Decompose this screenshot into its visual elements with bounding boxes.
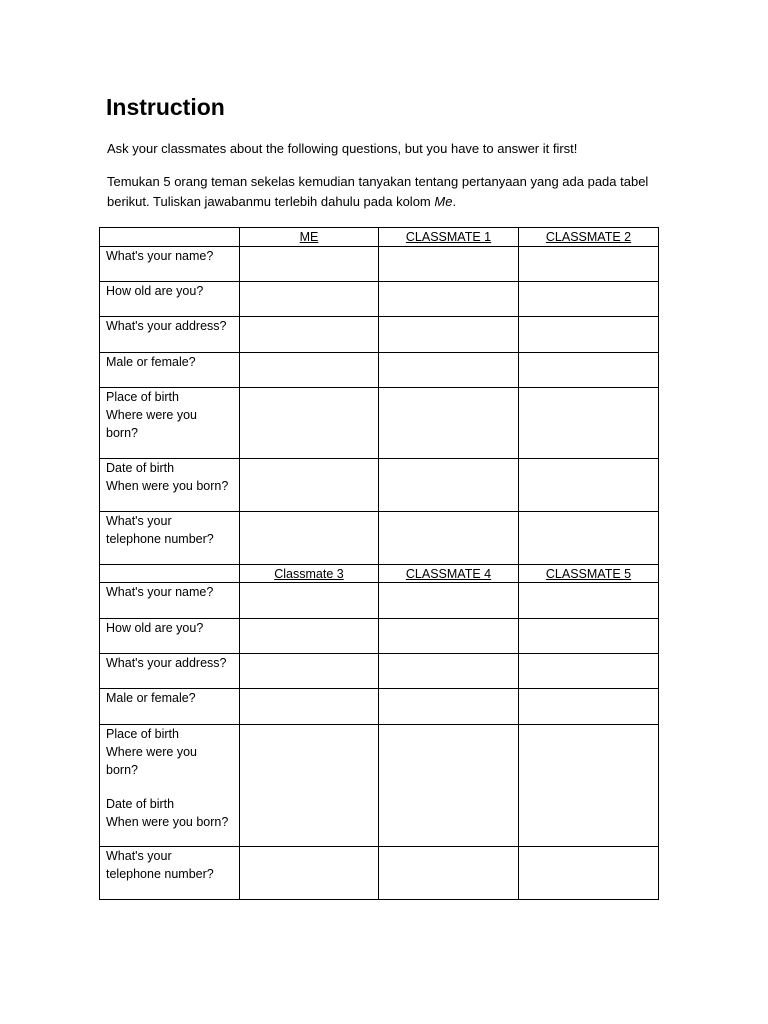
question-telephone [100,847,240,900]
question-line: born? [106,426,138,440]
question-place-and-date-of-birth [100,725,240,847]
question-address: What's your address? [100,654,240,689]
answer-cell[interactable] [379,725,519,847]
instruction-english: Ask your classmates about the following questions, but you have to answer it first! [107,141,578,156]
question-age: How old are you? [100,282,240,317]
answer-cell[interactable] [240,583,379,619]
answer-cell[interactable] [519,353,659,388]
answer-cell[interactable] [519,247,659,282]
question-line: Date of birth [106,797,175,811]
answer-cell[interactable] [379,317,519,353]
answer-cell[interactable] [379,282,519,317]
header-corner-cell [100,565,240,583]
header-corner-cell [100,228,240,247]
table-row [100,619,659,654]
answer-cell[interactable] [379,583,519,619]
question-line: What's your [106,849,172,863]
question-line: Place of birth [106,390,179,404]
question-date-of-birth [100,459,240,512]
answer-cell[interactable] [379,619,519,654]
question-age: How old are you? [100,619,240,654]
table-row [100,282,659,317]
classmates-table [99,227,659,900]
question-line: What's your [106,514,172,528]
table-row [100,459,659,512]
answer-cell[interactable] [519,689,659,725]
question-address: What's your address? [100,317,240,353]
header-classmate-1: CLASSMATE 1 [379,228,519,247]
answer-cell[interactable] [240,725,379,847]
question-line: Date of birth [106,461,175,475]
answer-cell[interactable] [240,353,379,388]
answer-cell[interactable] [519,725,659,847]
table-row [100,247,659,282]
answer-cell[interactable] [379,353,519,388]
answer-cell[interactable] [240,247,379,282]
instruction-indonesian-text: Temukan 5 orang teman sekelas kemudian tanyakan tentang pertanyaan yang ada pada tabel berikut. Tuliskan jawabanmu terlebih dahulu pada kolom [107,174,649,209]
answer-cell[interactable] [519,317,659,353]
table-row [100,847,659,900]
answer-cell[interactable] [240,619,379,654]
answer-cell[interactable] [379,654,519,689]
header-classmate-3: Classmate 3 [240,565,379,583]
answer-cell[interactable] [519,619,659,654]
answer-cell[interactable] [379,247,519,282]
answer-cell[interactable] [379,388,519,459]
answer-cell[interactable] [240,388,379,459]
header-classmate-2: CLASSMATE 2 [519,228,659,247]
table-row [100,654,659,689]
question-gender: Male or female? [100,353,240,388]
question-spacer [106,779,233,795]
header-classmate-4: CLASSMATE 4 [379,565,519,583]
question-line: Where were you [106,745,198,759]
table-header-row [100,228,659,247]
question-line: born? [106,763,138,777]
answer-cell[interactable] [379,512,519,565]
instruction-indonesian-me: Me [434,194,453,209]
answer-cell[interactable] [519,847,659,900]
instruction-indonesian-end: . [452,194,457,209]
question-telephone [100,512,240,565]
answer-cell[interactable] [240,459,379,512]
question-gender: Male or female? [100,689,240,725]
table-row [100,689,659,725]
question-line: When were you born? [106,479,229,493]
question-line: When were you born? [106,815,229,829]
question-line: Place of birth [106,727,179,741]
question-line: telephone number? [106,867,214,881]
answer-cell[interactable] [379,459,519,512]
answer-cell[interactable] [519,388,659,459]
question-name: What's your name? [100,583,240,619]
question-line: telephone number? [106,532,214,546]
header-classmate-5: CLASSMATE 5 [519,565,659,583]
answer-cell[interactable] [240,282,379,317]
table-header-row [100,565,659,583]
answer-cell[interactable] [519,583,659,619]
answer-cell[interactable] [240,689,379,725]
table-row [100,512,659,565]
answer-cell[interactable] [240,512,379,565]
answer-cell[interactable] [379,847,519,900]
answer-cell[interactable] [240,317,379,353]
answer-cell[interactable] [240,847,379,900]
question-line: Where were you [106,408,198,422]
answer-cell[interactable] [519,459,659,512]
answer-cell[interactable] [519,654,659,689]
answer-cell[interactable] [379,689,519,725]
table-row [100,317,659,353]
answer-cell[interactable] [240,654,379,689]
table-row [100,725,659,847]
answer-cell[interactable] [519,512,659,565]
page-title: Instruction [106,94,225,120]
table-row [100,388,659,459]
table-row [100,353,659,388]
question-place-of-birth [100,388,240,459]
instruction-indonesian [107,172,652,212]
answer-cell[interactable] [519,282,659,317]
header-me: ME [240,228,379,247]
question-name: What's your name? [100,247,240,282]
table-row [100,583,659,619]
